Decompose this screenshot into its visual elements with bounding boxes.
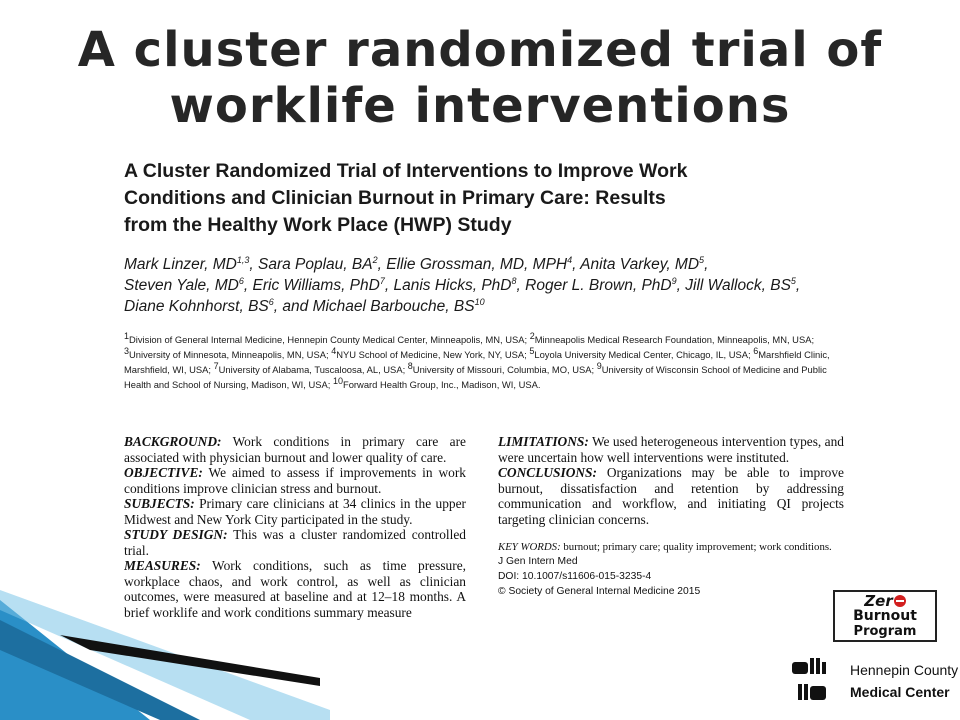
author-name: Lanis Hicks, PhD: [393, 277, 512, 294]
abstract-section-text: Primary care clinicians at 34 clinics in the upper Midwest and New York City participated in the study.: [124, 496, 466, 527]
zero-burnout-logo: [833, 590, 937, 642]
affiliation-text: University of Minnesota, Minneapolis, MN, USA;: [129, 349, 329, 360]
author-name: Steven Yale, MD: [124, 277, 239, 294]
affiliation-text: University of Missouri, Columbia, MO, USA;: [412, 364, 595, 375]
abstract-section-text: Organizations may be able to improve burnout, dissatisfaction and retention by addressing communication and workflow, and initiating QI projects targeting clinician concerns.: [498, 465, 844, 527]
copyright: © Society of General Internal Medicine 2015: [498, 586, 701, 597]
hennepin-logo: [790, 656, 960, 714]
abstract-section: [498, 434, 844, 465]
corner-decoration: [0, 560, 330, 720]
author-list: Mark Linzer, MD$^{1,3}$, Sara Poplau, $BA^2$, Ellie Grossman, MD, MPH$^4$, Anita Varkey, $MD^5$, Steven Yale, $MD^6$, Eric Williams, PhD$^7$, Lanis Hicks, PhD$^8$, Roger L. Brown, PhD$^9$, Jill Wallock, $BS^5$, Diane Kohnhorst, $BS^6$, and Michael Barbouche, BS$^{10}$: [124, 254, 801, 315]
zero-burnout-line-2: Burnout: [853, 608, 917, 624]
affiliation-marker: 7: [213, 360, 219, 371]
zero-burnout-line-3: Program: [853, 624, 917, 639]
paper-title-line: A Cluster Randomized Trial of Interventions to Improve Work: [124, 160, 688, 182]
abstract-section-label: OBJECTIVE:: [124, 465, 203, 480]
affiliation-marker: 4: [331, 345, 337, 356]
zero-burnout-line-1: Zer: [835, 594, 935, 609]
doi: DOI: 10.1007/s11606-015-3235-4: [498, 571, 652, 582]
affiliation-marker: 1: [124, 330, 130, 341]
author-name: Diane Kohnhorst, BS: [124, 298, 269, 315]
abstract-section: [124, 465, 466, 496]
abstract-section-label: LIMITATIONS:: [498, 434, 589, 449]
no-sign-icon: [894, 595, 906, 607]
abstract-section-text: Work conditions, such as time pressure, workplace chaos, and work control, as well as clinician outcomes, were measured at baseline and at 12–18 months. A brief worklife and work conditions summary measure: [124, 558, 466, 620]
hands-icon: [790, 656, 834, 706]
abstract-section: [124, 434, 466, 465]
author-affiliation-marker: 7: [379, 275, 385, 286]
author-affiliation-marker: 6: [268, 296, 274, 307]
abstract-right-sections: [498, 434, 844, 527]
affiliation-marker: 2: [529, 330, 535, 341]
keywords-text: burnout; primary care; quality improvement; work conditions.: [563, 541, 832, 553]
abstract-section: [124, 496, 466, 527]
affiliation-text: Loyola University Medical Center, Chicago, IL, USA;: [534, 349, 751, 360]
affiliation-text: Minneapolis Medical Research Foundation, Minneapolis, MN, USA;: [534, 334, 815, 345]
author-affiliation-marker: 2: [372, 254, 378, 265]
keywords-label: KEY WORDS:: [498, 541, 561, 553]
abstract-right-column: [498, 434, 844, 599]
hennepin-name-line-2: Medical Center: [850, 684, 950, 700]
paper-title: [124, 158, 824, 239]
abstract-section-label: STUDY DESIGN:: [124, 527, 228, 542]
abstract-section-text: We used heterogeneous intervention types, and were uncertain how well interventions were instituted.: [498, 434, 845, 465]
author-affiliation-marker: 4: [567, 254, 573, 265]
affiliation-text: University of Alabama, Tuscaloosa, AL, USA;: [218, 364, 406, 375]
affiliation-marker: 9: [596, 360, 602, 371]
keywords: [498, 540, 844, 554]
author-name: Anita Varkey, MD: [580, 256, 700, 273]
abstract-section-label: MEASURES:: [124, 558, 201, 573]
author-affiliation-marker: 10: [474, 296, 485, 307]
author-name: Eric Williams, PhD: [252, 277, 380, 294]
affiliation-marker: 5: [529, 345, 535, 356]
slide-title-line-2: worklife interventions: [169, 78, 791, 134]
author-name: Sara Poplau, BA: [257, 256, 373, 273]
abstract-section-label: SUBJECTS:: [124, 496, 195, 511]
affiliation-marker: 10: [332, 375, 343, 386]
affiliation-text: University of Wisconsin School of Medicine and Public Health and School of Nursing, Madison, WI, USA;: [124, 364, 827, 390]
affiliation-text: Division of General Internal Medicine, Hennepin County Medical Center, Minneapolis, MN, USA;: [129, 334, 528, 345]
author-affiliation-marker: 8: [511, 275, 517, 286]
abstract-section-text: Work conditions in primary care are associated with physician burnout and lower quality of care.: [124, 434, 466, 465]
author-affiliation-marker: 5: [790, 275, 796, 286]
hennepin-name-line-1: Hennepin County: [850, 662, 959, 678]
author-name: Roger L. Brown, PhD: [525, 277, 672, 294]
affiliation-marker: 3: [124, 345, 130, 356]
abstract-section: [124, 527, 466, 558]
affiliation-list: [124, 332, 854, 392]
journal-name: J Gen Intern Med: [498, 556, 578, 567]
author-affiliation-marker: 6: [238, 275, 244, 286]
slide-title: [40, 22, 920, 134]
abstract-section-label: CONCLUSIONS:: [498, 465, 597, 480]
author-affiliation-marker: 5: [699, 254, 705, 265]
affiliation-marker: 6: [753, 345, 759, 356]
affiliation-text: NYU School of Medicine, New York, NY, USA;: [336, 349, 527, 360]
paper-title-line: Conditions and Clinician Burnout in Primary Care: Results: [124, 187, 666, 209]
affiliation-marker: 8: [407, 360, 413, 371]
author-name: and Michael Barbouche, BS: [282, 298, 475, 315]
author-affiliation-marker: 9: [671, 275, 677, 286]
author-name: Jill Wallock, BS: [685, 277, 791, 294]
author-name: Ellie Grossman, MD, MPH: [386, 256, 568, 273]
abstract-section-label: BACKGROUND:: [124, 434, 222, 449]
abstract-section: [498, 465, 844, 527]
paper-title-line: from the Healthy Work Place (HWP) Study: [124, 214, 512, 236]
author-name: Mark Linzer, MD: [124, 256, 237, 273]
abstract-section-text: This was a cluster randomized controlled trial.: [124, 527, 466, 558]
abstract-section-text: We aimed to assess if improvements in work conditions improve clinician stress and burnout.: [124, 465, 466, 496]
author-affiliation-marker: 1,3: [236, 254, 250, 265]
affiliation-text: Forward Health Group, Inc., Madison, WI, USA.: [342, 379, 541, 390]
slide-title-line-1: A cluster randomized trial of: [77, 22, 883, 78]
affiliation-text: Marshfield Clinic, Marshfield, WI, USA;: [124, 349, 830, 375]
